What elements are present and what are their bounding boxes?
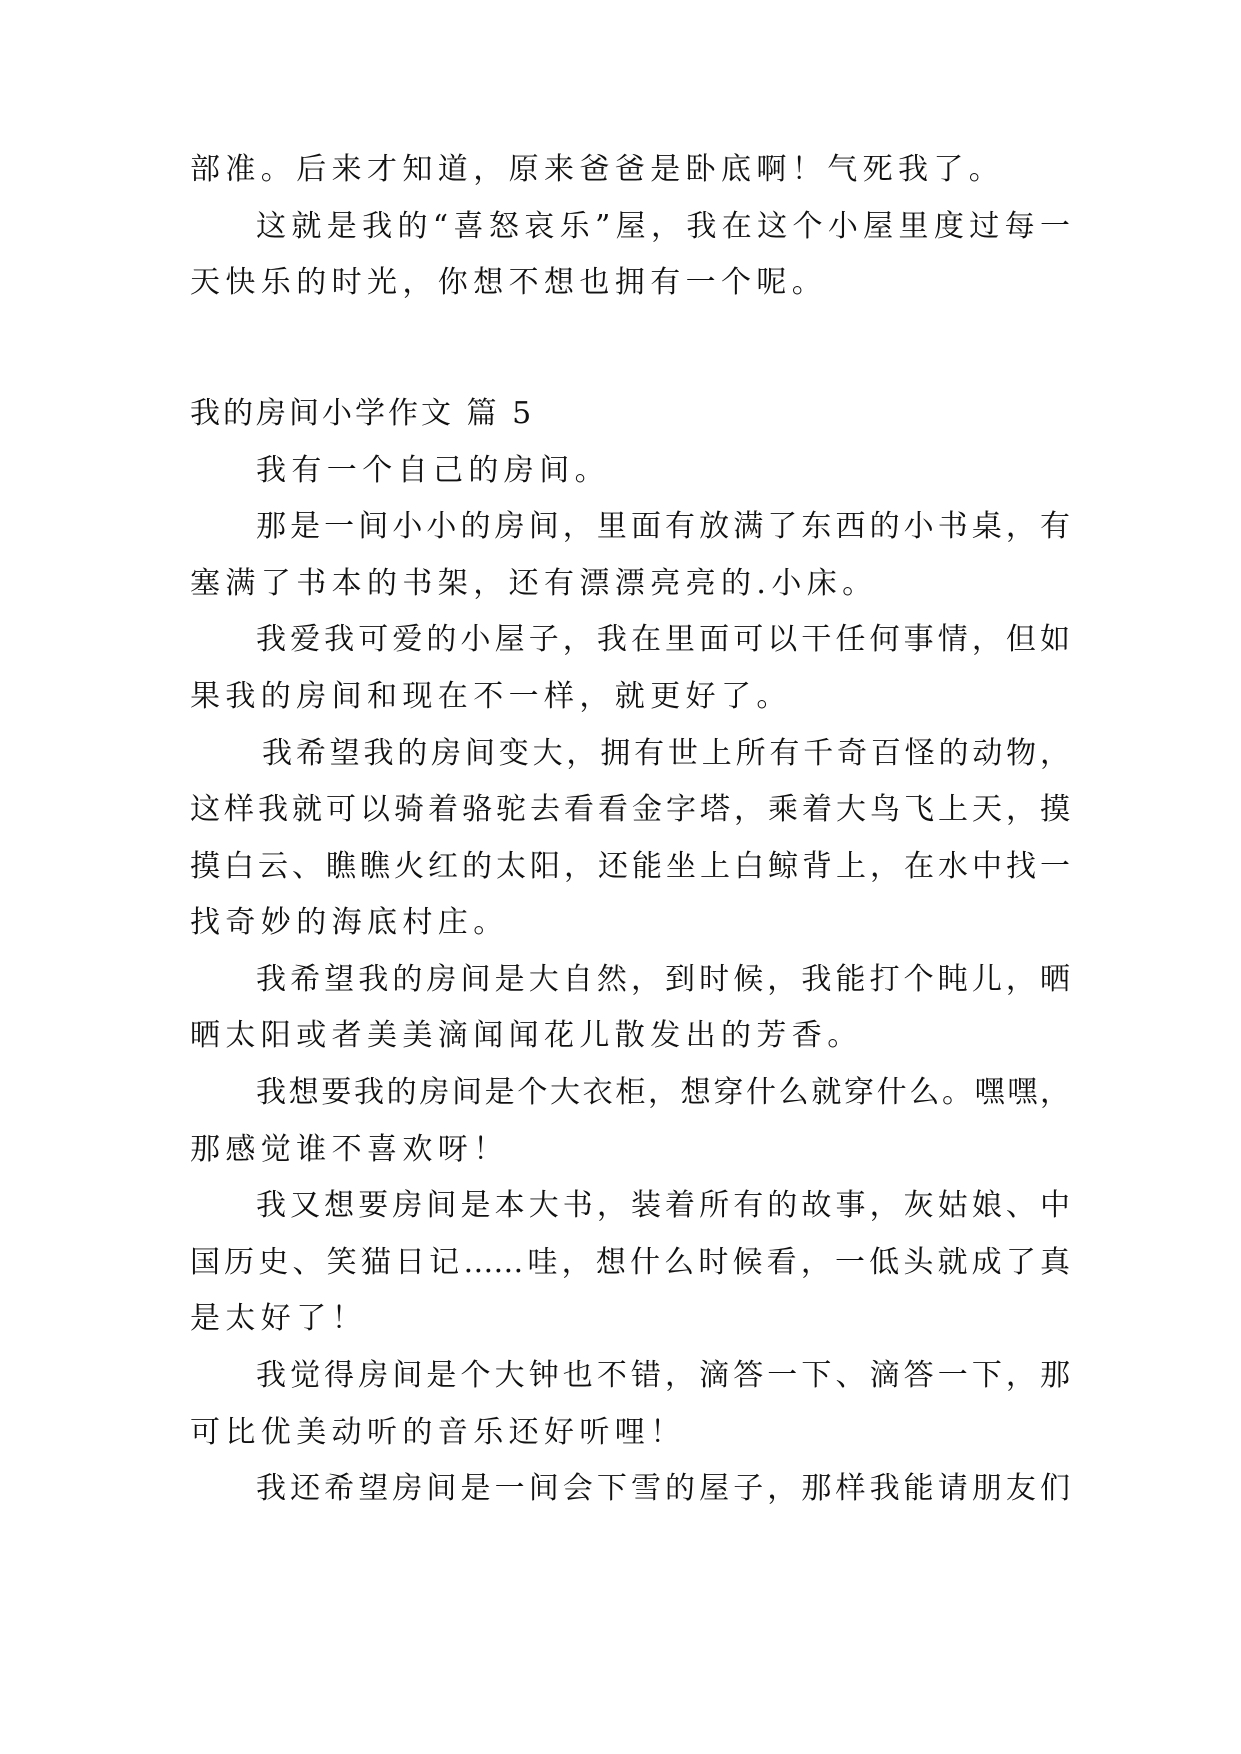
text-line: 天快乐的时光，你想不想也拥有一个呢。 [190,265,828,300]
text-line: 部准。后来才知道，原来爸爸是卧底啊！气死我了。 [190,152,1005,187]
text-line: 我觉得房间是个大钟也不错，滴答一下、滴答一下，那 [256,1358,1070,1393]
text-line: 我又想要房间是本大书，装着所有的故事，灰姑娘、中 [256,1188,1070,1223]
text-line: 我希望我的房间是大自然，到时候，我能打个盹儿，晒 [256,962,1070,997]
text-line: 我想要我的房间是个大衣柜，想穿什么就穿什么。嘿嘿， [256,1075,1070,1110]
text-line: 那感觉谁不喜欢呀！ [190,1132,509,1167]
text-line: 找奇妙的海底村庄。 [190,905,509,940]
text-line: 果我的房间和现在不一样，就更好了。 [190,679,792,714]
text-line: 那是一间小小的房间，里面有放满了东西的小书桌，有 [256,509,1070,544]
text-line: 我爱我可爱的小屋子，我在里面可以干任何事情，但如 [256,622,1070,657]
text-line: 这就是我的“喜怒哀乐”屋，我在这个小屋里度过每一 [256,209,1070,244]
text-line: 塞满了书本的书架，还有漂漂亮亮的.小床。 [190,566,878,601]
text-line: 我有一个自己的房间。 [256,453,610,488]
text-line: 摸白云、瞧瞧火红的太阳，还能坐上白鲸背上，在水中找一 [190,849,1070,884]
text-line: 国历史、笑猫日记……哇，想什么时候看，一低头就成了真 [190,1245,1070,1280]
text-line: 是太好了！ [190,1301,367,1336]
text-line: 我希望我的房间变大，拥有世上所有千奇百怪的动物， [262,736,1070,771]
text-line: 可比优美动听的音乐还好听哩！ [190,1415,686,1450]
text-line: 晒太阳或者美美滴闻闻花儿散发出的芳香。 [190,1018,863,1053]
text-line: 这样我就可以骑着骆驼去看看金字塔，乘着大鸟飞上天，摸 [190,792,1070,827]
section-heading: 我的房间小学作文 篇 5 [190,396,535,431]
text-line: 我还希望房间是一间会下雪的屋子，那样我能请朋友们 [256,1471,1070,1506]
